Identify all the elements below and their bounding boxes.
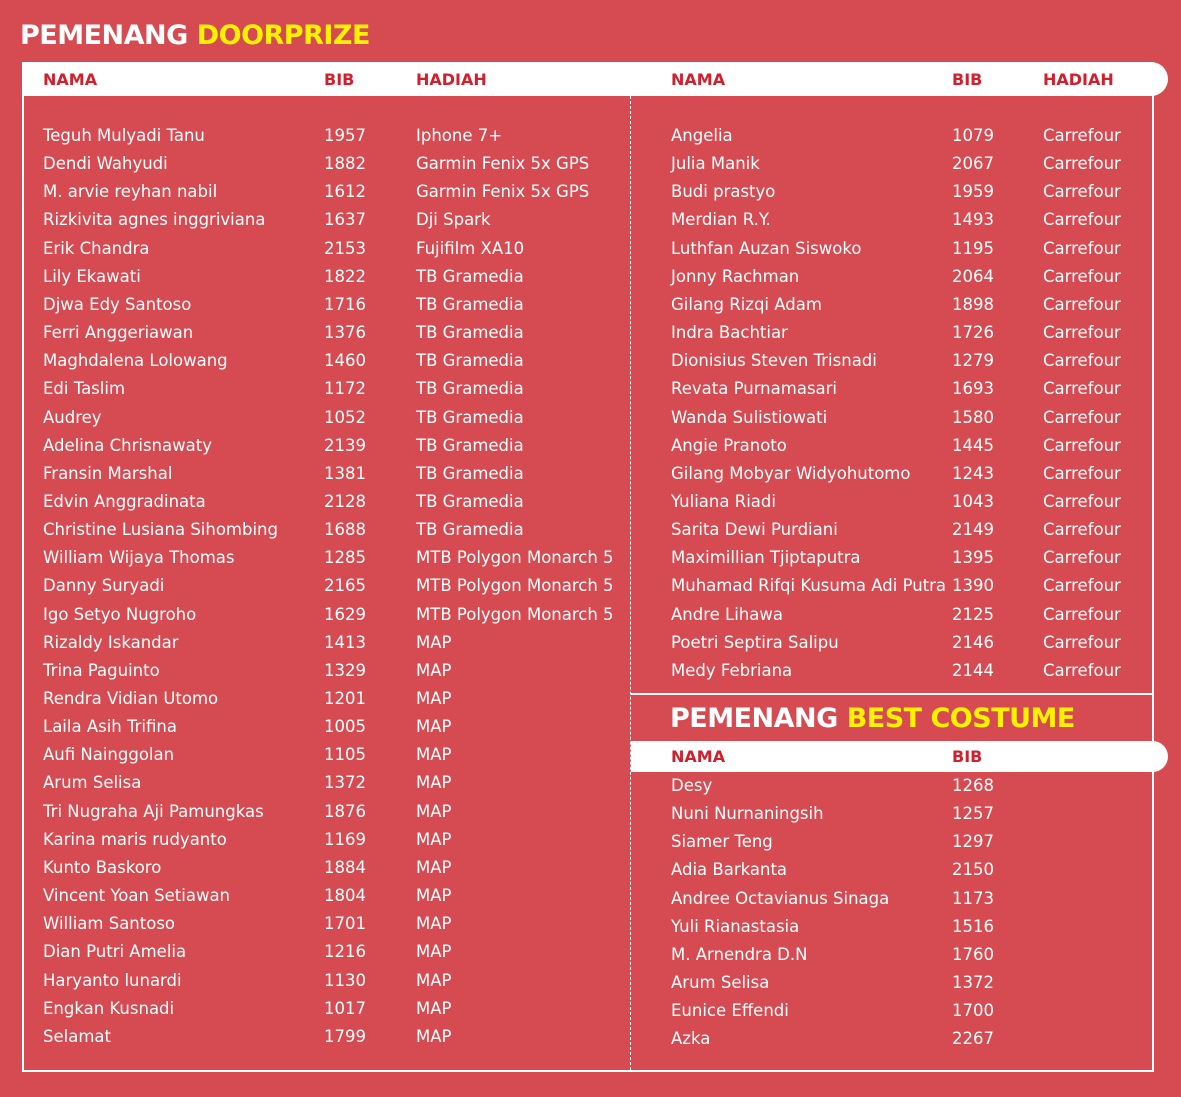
winner-bib: 1372: [952, 973, 994, 993]
winner-bib: 1329: [324, 660, 366, 680]
frame-bottom-border: [22, 1070, 1154, 1072]
winner-prize: Carrefour: [1043, 548, 1121, 568]
winner-name: Andree Octavianus Sinaga: [671, 888, 890, 908]
winner-bib: 1376: [324, 323, 366, 343]
winner-name: Ferri Anggeriawan: [43, 323, 194, 343]
winner-bib: 2149: [952, 520, 994, 540]
winner-name: Azka: [671, 1029, 711, 1049]
winner-bib: 1372: [324, 773, 366, 793]
winner-name: Igo Setyo Nugroho: [43, 604, 197, 624]
winner-bib: 2139: [324, 435, 366, 455]
winner-prize: Carrefour: [1043, 520, 1121, 540]
winner-bib: 1629: [324, 604, 366, 624]
winner-bib: 1079: [952, 126, 994, 145]
winner-prize: TB Gramedia: [416, 520, 524, 540]
winner-prize: MAP: [416, 886, 452, 906]
winner-bib: 1297: [952, 832, 994, 852]
winner-name: Djwa Edy Santoso: [43, 294, 192, 314]
winner-name: Gilang Mobyar Widyohutomo: [671, 463, 911, 483]
winner-prize: Carrefour: [1043, 407, 1121, 427]
header-bib-costume: BIB: [952, 747, 983, 766]
header-hadiah-right: HADIAH: [1043, 70, 1114, 89]
winner-bib: 1043: [952, 491, 994, 511]
winner-prize: Carrefour: [1043, 323, 1121, 343]
winner-prize: Carrefour: [1043, 238, 1121, 258]
winner-prize: Carrefour: [1043, 632, 1121, 652]
winner-name: Adelina Chrisnawaty: [43, 435, 212, 455]
winner-name: M. arvie reyhan nabil: [43, 182, 218, 202]
winner-name: Nuni Nurnaningsih: [671, 804, 824, 824]
winner-name: Tri Nugraha Aji Pamungkas: [43, 801, 264, 821]
winner-bib: 2146: [952, 632, 994, 652]
winner-name: Indra Bachtiar: [671, 323, 788, 343]
winner-bib: 2067: [952, 154, 994, 174]
winner-name: Yuliana Riadi: [671, 491, 776, 511]
winner-bib: 1201: [324, 689, 366, 708]
winner-prize: Carrefour: [1043, 435, 1121, 455]
winner-bib: 1445: [952, 435, 994, 455]
winner-bib: 1105: [324, 745, 366, 765]
winner-name: William Santoso: [43, 914, 176, 934]
winner-name: M. Arnendra D.N: [671, 944, 808, 964]
best-costume-title-prefix: PEMENANG: [670, 703, 847, 734]
winner-bib: 1760: [952, 944, 994, 964]
winner-bib: 1959: [952, 182, 994, 202]
winner-prize: MAP: [416, 773, 452, 793]
winner-bib: 1268: [952, 776, 994, 795]
winner-bib: 2267: [952, 1029, 994, 1049]
winner-bib: 1130: [324, 970, 366, 990]
winner-bib: 1957: [324, 126, 366, 145]
winner-name: Lily Ekawati: [43, 266, 141, 286]
winner-name: Poetri Septira Salipu: [671, 632, 839, 652]
doorprize-title-highlight: DOORPRIZE: [196, 20, 370, 51]
winner-prize: TB Gramedia: [416, 463, 524, 483]
winner-name: William Wijaya Thomas: [43, 548, 235, 568]
winner-prize: MAP: [416, 801, 452, 821]
winner-bib: 2128: [324, 491, 366, 511]
header-nama-left: NAMA: [43, 70, 98, 89]
doorprize-title-prefix: PEMENANG: [20, 20, 197, 51]
winner-bib: 1243: [952, 463, 994, 483]
winner-prize: MAP: [416, 1026, 452, 1046]
winner-name: Karina maris rudyanto: [43, 829, 227, 849]
winner-bib: 1612: [324, 182, 366, 202]
winner-bib: 1637: [324, 210, 366, 230]
winner-prize: MAP: [416, 857, 452, 877]
winner-bib: 1688: [324, 520, 366, 540]
winner-name: Luthfan Auzan Siswoko: [671, 238, 862, 258]
winner-name: Siamer Teng: [671, 832, 773, 852]
winner-prize: Carrefour: [1043, 660, 1121, 680]
header-hadiah-left: HADIAH: [416, 70, 487, 89]
winner-prize: MAP: [416, 689, 452, 708]
winner-prize: Garmin Fenix 5x GPS: [416, 182, 590, 202]
winner-bib: 1279: [952, 351, 994, 371]
winner-prize: Carrefour: [1043, 576, 1121, 596]
winner-name: Dionisius Steven Trisnadi: [671, 351, 877, 371]
winner-prize: Iphone 7+: [416, 126, 503, 145]
winner-name: Maximillian Tjiptaputra: [671, 548, 861, 568]
doorprize-title: [20, 22, 370, 49]
winner-prize: TB Gramedia: [416, 351, 524, 371]
winner-bib: 2144: [952, 660, 994, 680]
winner-prize: Carrefour: [1043, 351, 1121, 371]
winner-name: Trina Paguinto: [43, 660, 160, 680]
winner-prize: Carrefour: [1043, 154, 1121, 174]
winner-prize: MTB Polygon Monarch 5: [416, 576, 614, 596]
winner-prize: Garmin Fenix 5x GPS: [416, 154, 590, 174]
winner-bib: 1516: [952, 916, 994, 936]
winner-name: Kunto Baskoro: [43, 857, 162, 877]
winner-name: Aufi Nainggolan: [43, 745, 175, 765]
winner-prize: Carrefour: [1043, 266, 1121, 286]
winner-name: Danny Suryadi: [43, 576, 165, 596]
winner-name: Angelia: [671, 126, 733, 145]
winner-bib: 1390: [952, 576, 994, 596]
winner-bib: 1195: [952, 238, 994, 258]
winner-bib: 2153: [324, 238, 366, 258]
winner-prize: MTB Polygon Monarch 5: [416, 604, 614, 624]
column-divider: [630, 96, 631, 1070]
winner-name: Engkan Kusnadi: [43, 998, 175, 1018]
winner-bib: 1799: [324, 1026, 366, 1046]
winner-name: Revata Purnamasari: [671, 379, 838, 399]
winner-name: Teguh Mulyadi Tanu: [43, 126, 205, 145]
winner-prize: MAP: [416, 970, 452, 990]
header-bib-left: BIB: [324, 70, 355, 89]
winner-name: Jonny Rachman: [671, 266, 800, 286]
winner-name: Budi prastyo: [671, 182, 776, 202]
winner-name: Christine Lusiana Sihombing: [43, 520, 278, 540]
winner-bib: 1169: [324, 829, 366, 849]
winner-bib: 1716: [324, 294, 366, 314]
winner-name: Julia Manik: [671, 154, 760, 174]
winner-name: Rendra Vidian Utomo: [43, 689, 219, 708]
winner-name: Laila Asih Trifina: [43, 717, 177, 737]
winner-name: Desy: [671, 776, 713, 795]
winner-bib: 1701: [324, 914, 366, 934]
winner-name: Dendi Wahyudi: [43, 154, 168, 174]
winner-bib: 1381: [324, 463, 366, 483]
frame-left-border: [22, 62, 24, 1072]
winner-bib: 1005: [324, 717, 366, 737]
winner-prize: TB Gramedia: [416, 379, 524, 399]
winner-name: Arum Selisa: [671, 973, 770, 993]
best-costume-title-highlight: BEST COSTUME: [846, 703, 1075, 734]
winner-bib: 1017: [324, 998, 366, 1018]
frame-right-border: [1152, 62, 1154, 1072]
winner-bib: 1052: [324, 407, 366, 427]
section-divider: [631, 693, 1154, 695]
winner-prize: MAP: [416, 914, 452, 934]
winner-bib: 1216: [324, 942, 366, 962]
winner-name: Muhamad Rifqi Kusuma Adi Putra: [671, 576, 947, 596]
winner-prize: Carrefour: [1043, 604, 1121, 624]
winner-bib: 1285: [324, 548, 366, 568]
winner-prize: Carrefour: [1043, 463, 1121, 483]
winner-bib: 1257: [952, 804, 994, 824]
winner-prize: TB Gramedia: [416, 491, 524, 511]
winner-prize: MAP: [416, 829, 452, 849]
winner-bib: 1173: [952, 888, 994, 908]
winner-bib: 1700: [952, 1001, 994, 1021]
winner-bib: 1882: [324, 154, 366, 174]
winner-prize: MAP: [416, 717, 452, 737]
winner-prize: MAP: [416, 632, 452, 652]
winner-prize: Carrefour: [1043, 379, 1121, 399]
winner-name: Audrey: [43, 407, 102, 427]
winner-bib: 1493: [952, 210, 994, 230]
header-bib-right: BIB: [952, 70, 983, 89]
winner-prize: Carrefour: [1043, 126, 1121, 145]
winner-name: Haryanto lunardi: [43, 970, 182, 990]
best-costume-title: [670, 705, 1075, 732]
winner-prize: Carrefour: [1043, 294, 1121, 314]
winner-name: Edi Taslim: [43, 379, 126, 399]
winner-bib: 1580: [952, 407, 994, 427]
winner-bib: 1804: [324, 886, 366, 906]
winner-prize: Dji Spark: [416, 210, 491, 230]
winner-prize: MTB Polygon Monarch 5: [416, 548, 614, 568]
winner-prize: TB Gramedia: [416, 294, 524, 314]
winner-prize: Fujifilm XA10: [416, 238, 525, 258]
winner-name: Dian Putri Amelia: [43, 942, 187, 962]
header-nama-costume: NAMA: [671, 747, 726, 766]
winner-prize: MAP: [416, 660, 452, 680]
winner-prize: Carrefour: [1043, 210, 1121, 230]
winner-prize: TB Gramedia: [416, 323, 524, 343]
winner-bib: 1172: [324, 379, 366, 399]
winner-bib: 1395: [952, 548, 994, 568]
winner-bib: 1693: [952, 379, 994, 399]
winner-name: Yuli Rianastasia: [671, 916, 800, 936]
winner-prize: Carrefour: [1043, 182, 1121, 202]
winner-name: Angie Pranoto: [671, 435, 787, 455]
doorprize-header-bar: [22, 62, 1168, 96]
winner-bib: 1726: [952, 323, 994, 343]
winner-prize: Carrefour: [1043, 491, 1121, 511]
winner-name: Medy Febriana: [671, 660, 793, 680]
winner-name: Vincent Yoan Setiawan: [43, 886, 231, 906]
winner-name: Maghdalena Lolowang: [43, 351, 228, 371]
winner-name: Selamat: [43, 1026, 111, 1046]
winner-bib: 1898: [952, 294, 994, 314]
winner-name: Fransin Marshal: [43, 463, 173, 483]
winner-prize: TB Gramedia: [416, 407, 524, 427]
header-nama-right: NAMA: [671, 70, 726, 89]
winner-bib: 1822: [324, 266, 366, 286]
winner-prize: TB Gramedia: [416, 266, 524, 286]
winner-name: Gilang Rizqi Adam: [671, 294, 822, 314]
winner-bib: 1413: [324, 632, 366, 652]
winner-name: Rizkivita agnes inggriviana: [43, 210, 266, 230]
winner-bib: 1884: [324, 857, 366, 877]
winner-prize: TB Gramedia: [416, 435, 524, 455]
winner-name: Eunice Effendi: [671, 1001, 789, 1021]
winner-name: Wanda Sulistiowati: [671, 407, 828, 427]
winner-bib: 2165: [324, 576, 366, 596]
winner-bib: 2064: [952, 266, 994, 286]
winner-name: Adia Barkanta: [671, 860, 788, 880]
winner-bib: 2150: [952, 860, 994, 880]
winner-prize: MAP: [416, 745, 452, 765]
winner-name: Edvin Anggradinata: [43, 491, 206, 511]
winner-bib: 1876: [324, 801, 366, 821]
winner-bib: 2125: [952, 604, 994, 624]
winner-name: Rizaldy Iskandar: [43, 632, 179, 652]
winner-name: Erik Chandra: [43, 238, 150, 258]
winner-bib: 1460: [324, 351, 366, 371]
winner-name: Merdian R.Y.: [671, 210, 771, 230]
winner-prize: MAP: [416, 942, 452, 962]
winner-name: Sarita Dewi Purdiani: [671, 520, 838, 540]
winner-name: Arum Selisa: [43, 773, 142, 793]
winner-name: Andre Lihawa: [671, 604, 783, 624]
winner-prize: MAP: [416, 998, 452, 1018]
